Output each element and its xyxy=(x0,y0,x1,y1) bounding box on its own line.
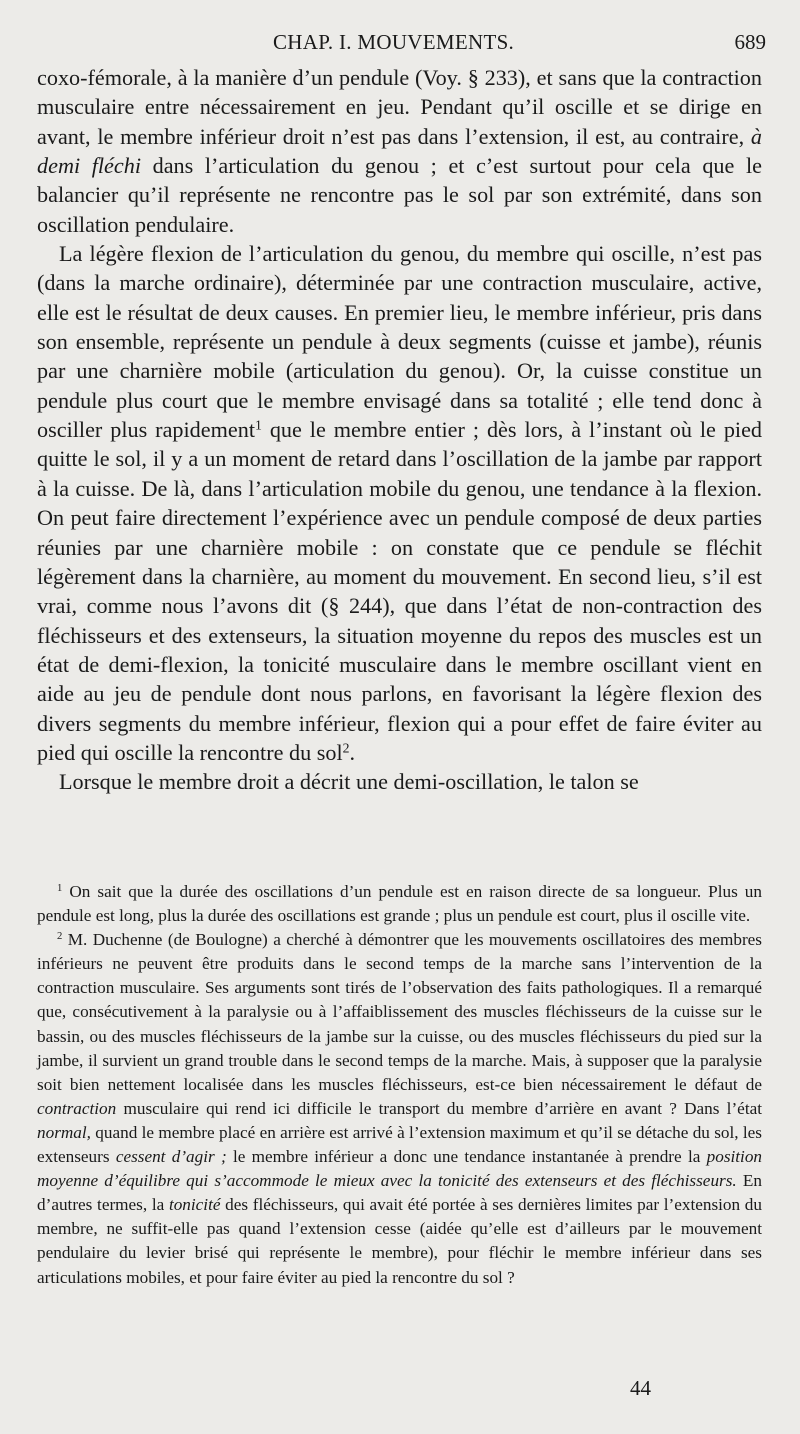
footnote-2 xyxy=(37,928,762,1289)
footnote-2-text-k: des fléchisseurs, qui avait été portée à ses dernières limites par l’extension du membre, ne suffit-elle pas quand l’extension cesse (aidée qu’elle est d’ailleurs par le mouvement pendulaire du levier brisé qui représente le membre), pour fléchir le membre inférieur dans ses articulations mobiles, et pour faire éviter au pied la rencontre du sol ? xyxy=(37,1195,762,1287)
paragraph-3 xyxy=(37,767,762,796)
footnote-1-marker: 1 xyxy=(57,883,63,895)
footnote-2-emphasis-j: tonicité xyxy=(168,1195,221,1215)
paragraph-1-emphasis: à demi fléchi xyxy=(37,123,762,179)
footnote-2-emphasis-d: normal, xyxy=(37,1122,91,1142)
footnote-2-emphasis-f: cessent d’agir ; xyxy=(115,1147,227,1167)
footnote-2-text-c: musculaire qui rend ici difficile le transport du membre d’arrière en avant ? Dans l’état xyxy=(116,1098,762,1118)
footnote-2-marker: 2 xyxy=(57,931,63,943)
footnote-2-emphasis-h: position moyenne d’équilibre qui s’accommode le mieux avec la tonicité des extenseurs et des fléchisseurs. xyxy=(37,1147,763,1191)
footnote-1-text: On sait que la durée des oscillations d’un pendule est en raison directe de sa longueur. Plus un pendule est long, plus la durée des oscillations est grande ; plus un pendule est court, plus il oscille vite. xyxy=(37,882,762,926)
paragraph-1-text-a: coxo-fémorale, à la manière d’un pendule (Voy. § 233), et sans que la contraction musculaire entre nécessairement en jeu. Pendant qu’il oscille et se dirige en avant, le membre inférieur droit n’est pas dans l’extension, il est, au contraire, xyxy=(37,65,762,149)
footnote-2-emphasis-b: contraction xyxy=(37,1098,117,1118)
signature-mark: 44 xyxy=(630,1376,651,1400)
paragraph-1 xyxy=(37,63,762,239)
footnote-ref-2: 2 xyxy=(342,740,350,756)
paragraph-2 xyxy=(37,239,762,767)
paragraph-2-text-c: . xyxy=(349,739,356,765)
running-title: CHAP. I. MOUVEMENTS. xyxy=(273,30,515,54)
paragraph-3-text: Lorsque le membre droit a décrit une demi-oscillation, le talon se xyxy=(59,769,639,795)
paragraph-2-text-a: La légère flexion de l’articulation du genou, du membre qui oscille, n’est pas (dans la marche ordinaire), déterminée par une contraction musculaire, active, elle est le résultat de deux causes. En premier lieu, le membre inférieur, pris dans son ensemble, représente un pendule à deux segments (cuisse et jambe), réunis par une charnière mobile (articulation du genou). Or, la cuisse constitue un pendule plus court que le membre envisagé dans sa totalité ; elle tend donc à osciller plus rapidement xyxy=(37,241,762,443)
footnote-2-text-i: En d’autres termes, la xyxy=(37,1171,762,1215)
paragraph-2-text-b: que le membre entier ; dès lors, à l’instant où le pied quitte le sol, il y a un moment de retard dans l’oscillation de la jambe par rapport à la cuisse. De là, dans l’articulation mobile du genou, une tendance à la flexion. On peut faire directement l’expérience avec un pendule composé de deux parties réunies par une charnière mobile : on constate que ce pendule se fléchit légèrement dans la charnière, au moment du mouvement. En second lieu, s’il est vrai, comme nous l’avons dit (§ 244), que dans l’état de non-contraction des fléchisseurs et des extenseurs, la situation moyenne du repos des muscles est un état de demi-flexion, la tonicité musculaire dans le membre oscillant vient en aide au jeu de pendule dont nous parlons, en favorisant la légère flexion des divers segments du membre inférieur, flexion qui a pour effet de faire éviter au pied qui oscille la rencontre du sol xyxy=(37,417,763,765)
footnote-2-text-g: le membre inférieur a donc une tendance instantanée à prendre la xyxy=(226,1147,707,1167)
paragraph-1-text-c: dans l’articulation du genou ; et c’est surtout pour cela que le balancier qu’il représente ne rencontre pas le sol par son extrémité, dans son oscillation pendulaire. xyxy=(37,153,762,237)
footnote-1 xyxy=(37,880,762,928)
footnote-ref-1: 1 xyxy=(255,417,262,433)
footnote-2-text-e: quand le membre placé en arrière est arrivé à l’extension maximum et qu’il se détache du sol, les extenseurs xyxy=(37,1122,762,1167)
main-text xyxy=(37,63,762,797)
page-number: 689 xyxy=(734,30,766,54)
running-header xyxy=(0,30,800,60)
footnotes xyxy=(37,880,762,1290)
footnote-2-text-a: M. Duchenne (de Boulogne) a cherché à démontrer que les mouvements oscillatoires des membres inférieurs ne peuvent être produits dans le second temps de la marche sans l’intervention de la contraction musculaire. Ses arguments sont tirés de l’observation des faits pathologiques. Il a remarqué que, consécutivement à la paralysie ou à l’affaiblissement des muscles fléchisseurs de la cuisse sur le bassin, ou des muscles fléchisseurs de la jambe sur la cuisse, ou des muscles fléchisseurs du pied sur la jambe, il survient un grand trouble dans le second temps de la marche. Mais, à supposer que la paralysie soit bien nettement localisée dans les muscles fléchisseurs, est-ce bien nécessairement le défaut de xyxy=(37,930,762,1094)
